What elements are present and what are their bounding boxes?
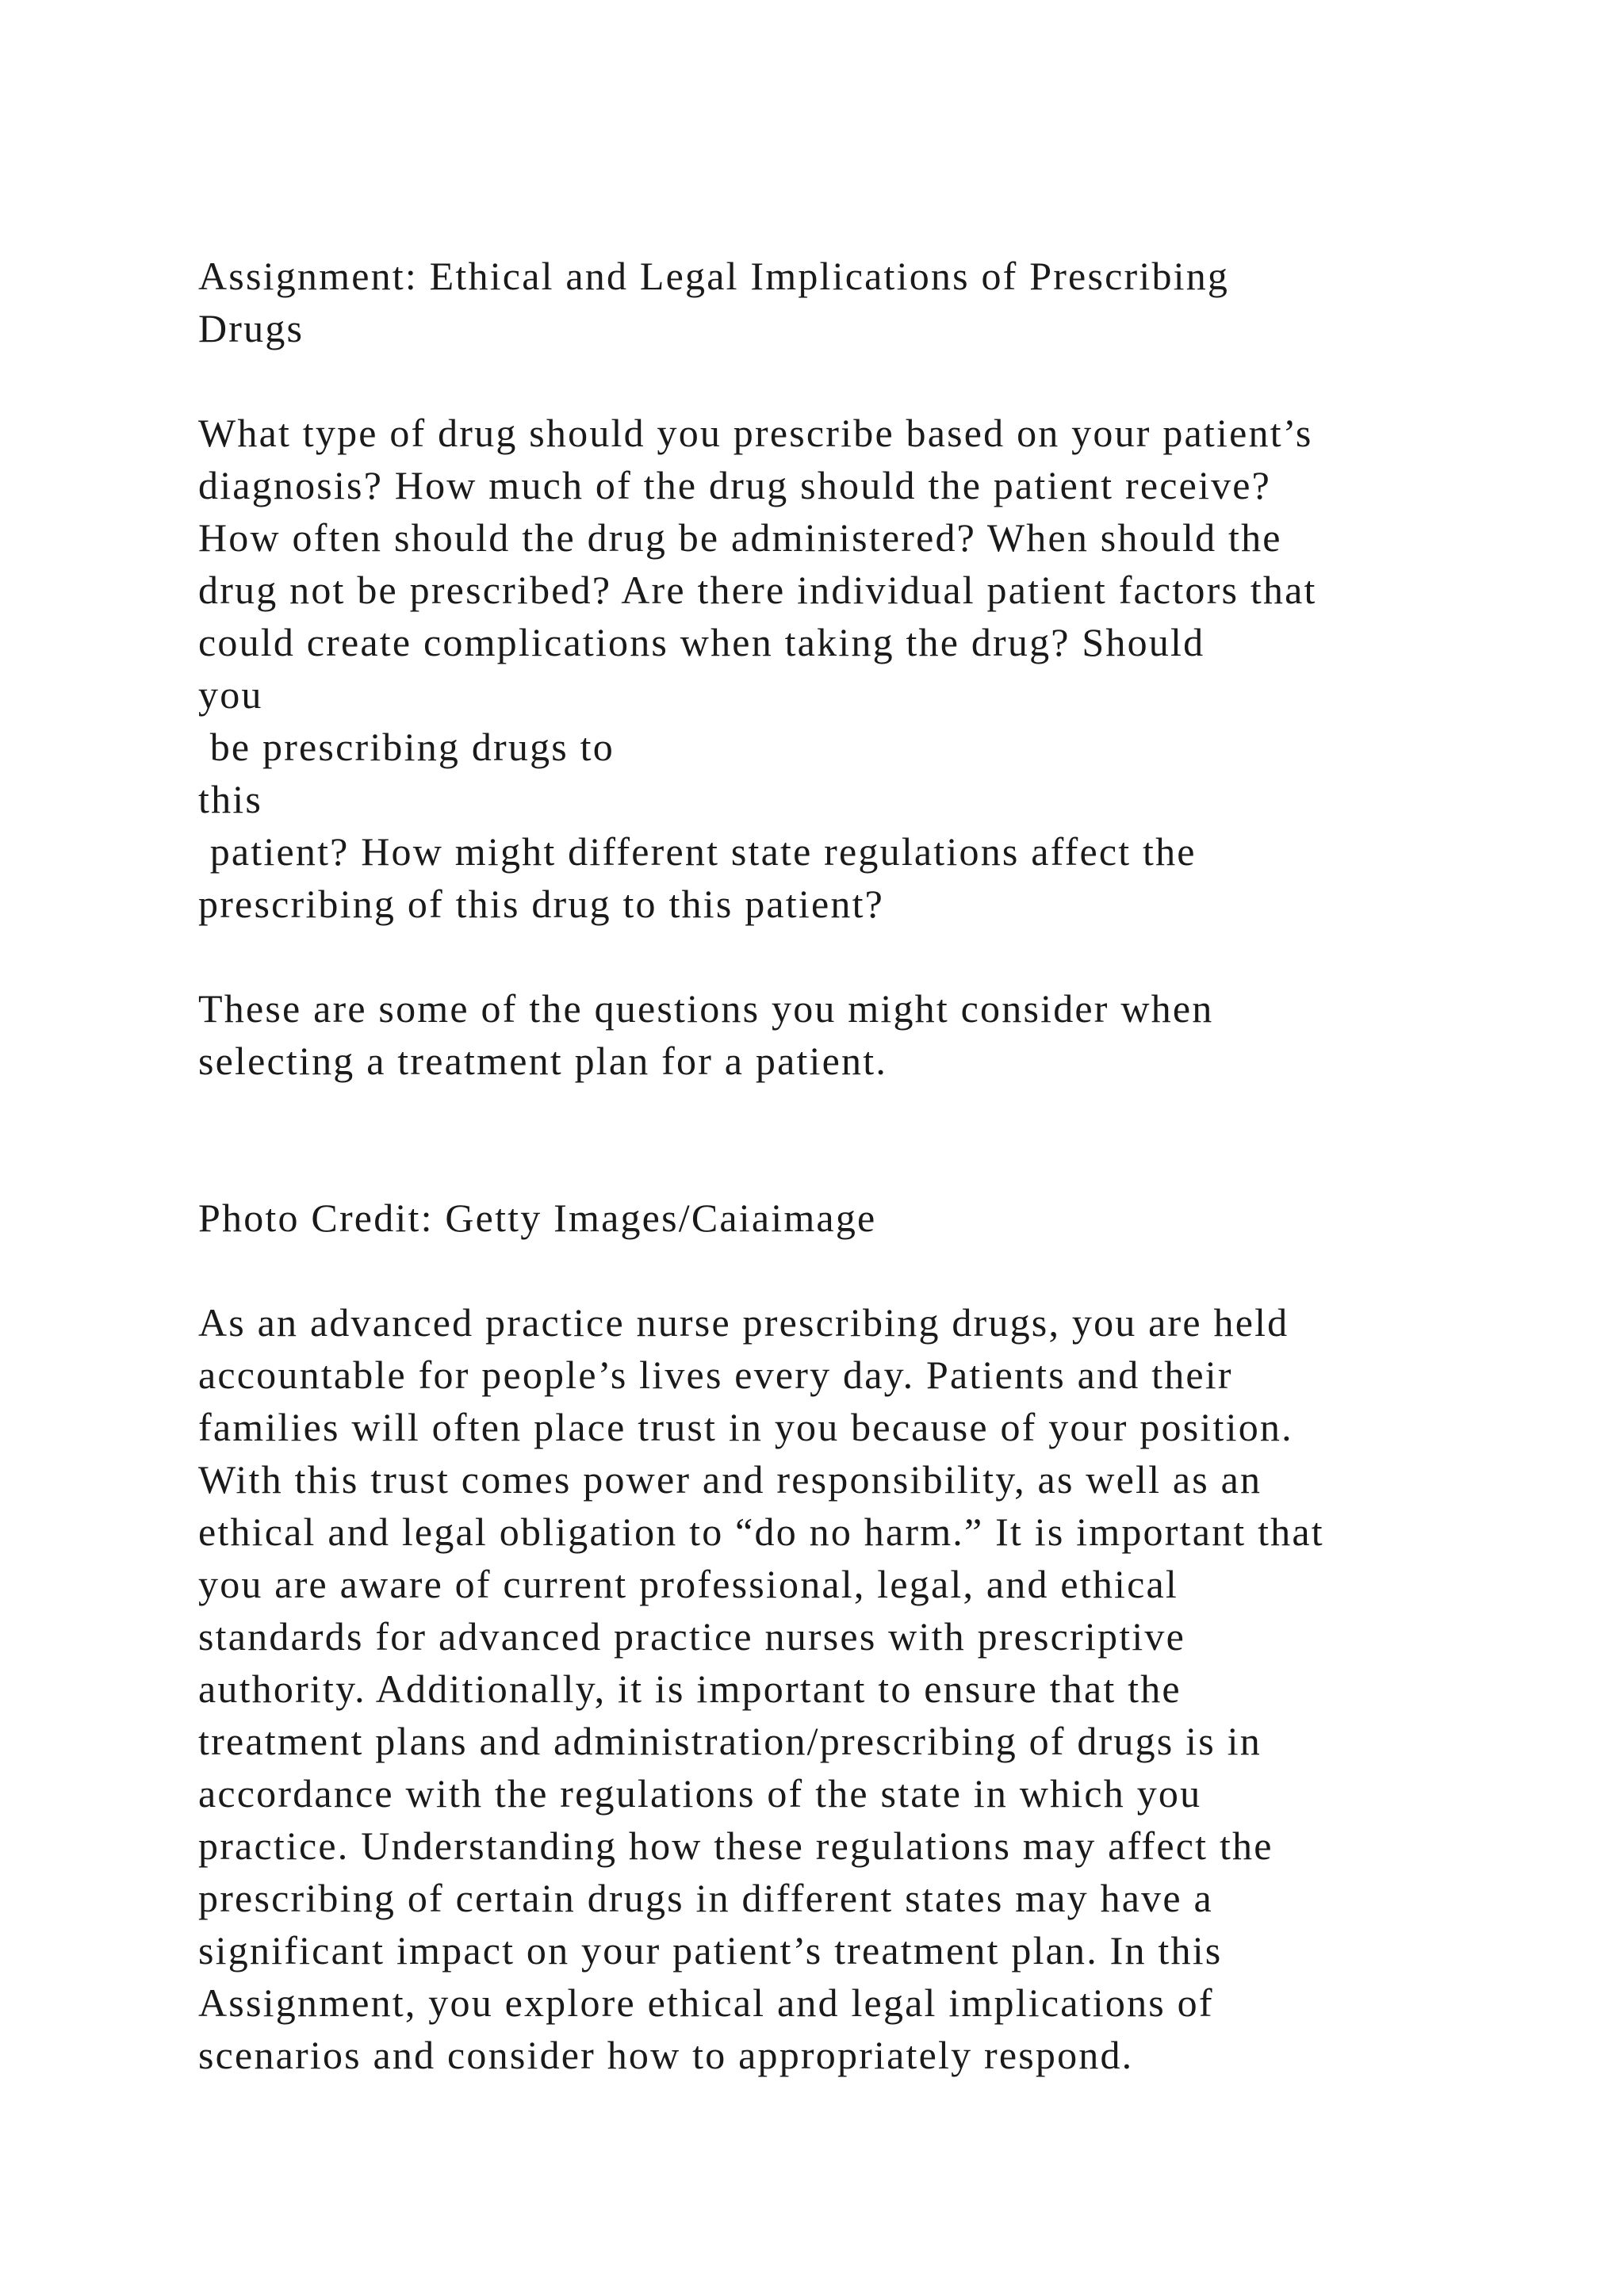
text-line: How often should the drug be administered? When should the bbox=[198, 515, 1282, 560]
text-line: families will often place trust in you because of your position. bbox=[198, 1405, 1293, 1449]
paragraph-gap bbox=[198, 354, 1435, 407]
text-line: be prescribing drugs to bbox=[198, 725, 615, 769]
text-line: treatment plans and administration/prescribing of drugs is in bbox=[198, 1719, 1262, 1763]
text-line: ethical and legal obligation to “do no harm.” It is important that bbox=[198, 1510, 1324, 1554]
text-line: authority. Additionally, it is important to ensure that the bbox=[198, 1667, 1182, 1711]
text-line: diagnosis? How much of the drug should the patient receive? bbox=[198, 463, 1272, 507]
body-paragraph bbox=[198, 1296, 1435, 2081]
title-line: Assignment: Ethical and Legal Implications of Prescribing bbox=[198, 254, 1230, 298]
text-line: could create complications when taking the drug? Should bbox=[198, 620, 1205, 664]
text-line: With this trust comes power and responsibility, as well as an bbox=[198, 1457, 1262, 1502]
questions-paragraph bbox=[198, 982, 1435, 1087]
text-line: accordance with the regulations of the state in which you bbox=[198, 1771, 1202, 1816]
text-line: you are aware of current professional, legal, and ethical bbox=[198, 1562, 1178, 1606]
text-line: patient? How might different state regulations affect the bbox=[198, 829, 1197, 874]
text-line: practice. Understanding how these regulations may affect the bbox=[198, 1823, 1274, 1868]
text-line: selecting a treatment plan for a patient. bbox=[198, 1039, 888, 1083]
intro-paragraph bbox=[198, 407, 1435, 930]
paragraph-gap bbox=[198, 1087, 1435, 1192]
document-page bbox=[198, 250, 1435, 2081]
text-line: drug not be prescribed? Are there individual patient factors that bbox=[198, 568, 1317, 612]
photo-credit: Photo Credit: Getty Images/Caiaimage bbox=[198, 1196, 877, 1240]
text-line: Assignment, you explore ethical and legal implications of bbox=[198, 1980, 1214, 2025]
text-line: significant impact on your patient’s treatment plan. In this bbox=[198, 1928, 1223, 1973]
text-line: As an advanced practice nurse prescribing drugs, you are held bbox=[198, 1300, 1289, 1345]
text-line: scenarios and consider how to appropriately respond. bbox=[198, 2033, 1134, 2077]
text-line: What type of drug should you prescribe based on your patient’s bbox=[198, 411, 1313, 455]
text-line: this bbox=[198, 777, 263, 821]
document-title bbox=[198, 250, 1435, 354]
photo-credit-paragraph bbox=[198, 1192, 1435, 1244]
paragraph-gap bbox=[198, 1244, 1435, 1296]
text-line: prescribing of certain drugs in different states may have a bbox=[198, 1876, 1213, 1920]
text-line: you bbox=[198, 672, 263, 717]
text-line: prescribing of this drug to this patient? bbox=[198, 882, 885, 926]
text-line: These are some of the questions you might consider when bbox=[198, 986, 1214, 1031]
paragraph-gap bbox=[198, 930, 1435, 982]
text-line: accountable for people’s lives every day. Patients and their bbox=[198, 1353, 1233, 1397]
title-line: Drugs bbox=[198, 306, 304, 350]
text-line: standards for advanced practice nurses with prescriptive bbox=[198, 1614, 1185, 1659]
